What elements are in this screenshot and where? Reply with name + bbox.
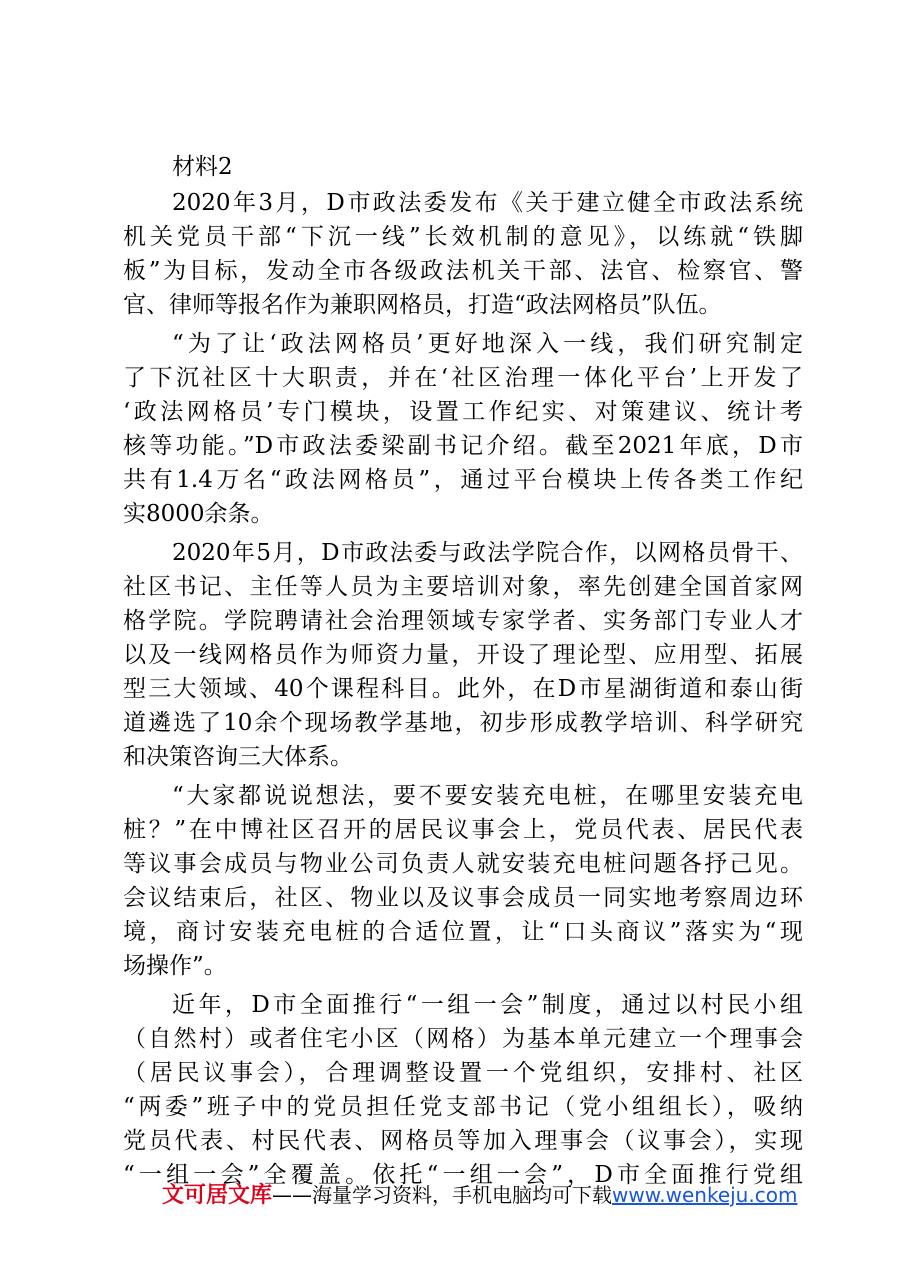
text-line: ‘政法网格员’专门模块，设置工作纪实、对策建议、统计考: [123, 399, 803, 425]
text-line: 2020年5月，D市政法委与政法学院合作，以网格员骨干、: [172, 540, 803, 566]
text-line: 核等功能。”D市政法委梁副书记介绍。截至2021年底，D市: [123, 433, 803, 459]
text-line: 和决策咨询三大体系。: [123, 744, 353, 770]
footer-brand: 文可居文库: [162, 1183, 273, 1208]
text-line: 以及一线网格员作为师资力量，开设了理论型、应用型、拓展: [123, 642, 803, 668]
text-line: 板”为目标，发动全市各级政法机关干部、法官、检察官、警: [123, 258, 803, 284]
text-line: “一组一会”全覆盖。依托“一组一会”，D市全面推行党组: [123, 1162, 803, 1188]
text-line: 道遴选了10余个现场教学基地，初步形成教学培训、科学研究: [123, 710, 803, 736]
text-line: 会议结束后，社区、物业以及议事会成员一同实地考察周边环: [123, 885, 803, 911]
text-line: 共有1.4万名“政法网格员”，通过平台模块上传各类工作纪: [123, 467, 803, 493]
text-line: 型三大领域、40个课程科目。此外，在D市星湖街道和泰山街: [123, 676, 803, 702]
page-footer: [162, 1180, 797, 1211]
text-line: 境，商讨安装充电桩的合适位置，让“口头商议”落实为“现: [123, 919, 803, 945]
material-heading: 材料2: [172, 154, 233, 180]
text-line: 实8000余条。: [123, 501, 274, 527]
text-line: 2020年3月，D市政法委发布《关于建立健全市政法系统: [172, 190, 803, 216]
text-line: 格学院。学院聘请社会治理领域专家学者、实务部门专业人才: [123, 608, 803, 634]
text-line: 桩？”在中博社区召开的居民议事会上，党员代表、居民代表: [123, 817, 803, 843]
text-line: 社区书记、主任等人员为主要培训对象，率先创建全国首家网: [123, 574, 803, 600]
text-line: 近年，D市全面推行“一组一会”制度，通过以村民小组: [172, 992, 803, 1018]
text-line: “为了让‘政法网格员’更好地深入一线，我们研究制定: [172, 331, 803, 357]
footer-tagline: ——海量学习资料，手机电脑均可下载: [272, 1183, 613, 1207]
text-line: 了下沉社区十大职责，并在‘社区治理一体化平台’上开发了: [123, 365, 803, 391]
text-line: 场操作”。: [123, 953, 227, 979]
text-line: 党员代表、村民代表、网格员等加入理事会（议事会），实现: [123, 1128, 803, 1154]
text-line: “大家都说说想法，要不要安装充电桩，在哪里安装充电: [172, 783, 803, 809]
footer-link[interactable]: www.wenkeju.com: [612, 1183, 798, 1207]
text-line: （自然村）或者住宅小区（网格）为基本单元建立一个理事会: [123, 1026, 803, 1052]
text-line: “两委”班子中的党员担任党支部书记（党小组组长），吸纳: [123, 1094, 803, 1120]
text-line: 等议事会成员与物业公司负责人就安装充电桩问题各抒己见。: [123, 851, 803, 877]
text-line: 官、律师等报名作为兼职网格员，打造“政法网格员”队伍。: [123, 292, 722, 318]
text-line: 机关党员干部“下沉一线”长效机制的意见》，以练就“铁脚: [123, 224, 803, 250]
text-line: （居民议事会），合理调整设置一个党组织，安排村、社区: [123, 1060, 803, 1086]
